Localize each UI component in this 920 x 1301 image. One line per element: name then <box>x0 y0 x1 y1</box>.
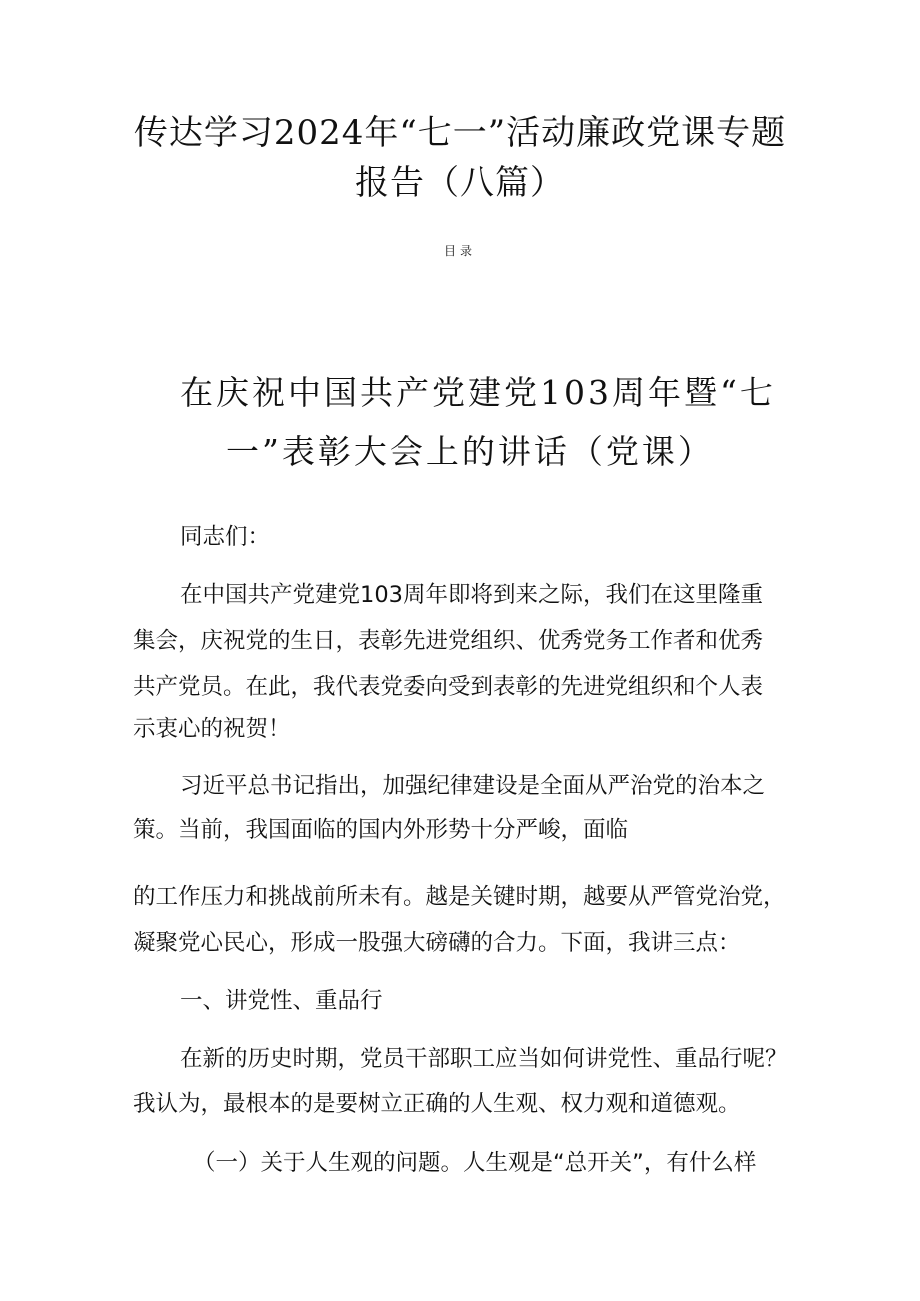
paragraph-2-line-3: 的工作压力和挑战前所未有。越是关键时期，越要从严管党治党， <box>133 884 786 910</box>
paragraph-2-line-1: 习近平总书记指出，加强纪律建设是全面从严治党的治本之 <box>180 773 766 799</box>
subsection-1-line-1: （一）关于人生观的问题。人生观是“总开关”，有什么样 <box>193 1150 757 1176</box>
speech-title-line-1: 在庆祝中国共产党建党103周年暨“七 <box>180 373 776 412</box>
paragraph-1-line-4: 示衷心的祝贺！ <box>133 716 291 742</box>
salutation: 同志们： <box>180 524 271 550</box>
paragraph-2-line-4: 凝聚党心民心，形成一股强大磅礴的合力。下面，我讲三点： <box>133 930 741 956</box>
paragraph-1-line-2: 集会，庆祝党的生日，表彰先进党组织、优秀党务工作者和优秀 <box>133 628 764 654</box>
paragraph-2-line-2: 策。当前，我国面临的国内外形势十分严峻，面临 <box>133 817 629 843</box>
document-title-line-2: 报告（八篇） <box>355 163 565 203</box>
paragraph-1-line-3: 共产党员。在此，我代表党委向受到表彰的先进党组织和个人表 <box>133 674 764 700</box>
paragraph-1-line-1: 在中国共产党建党103周年即将到来之际，我们在这里隆重 <box>180 582 763 608</box>
toc-label: 目录 <box>443 244 476 258</box>
speech-title-line-2: 一”表彰大会上的讲话（党课） <box>226 432 714 471</box>
paragraph-3-line-1: 在新的历史时期，党员干部职工应当如何讲党性、重品行呢？ <box>180 1046 788 1072</box>
paragraph-3-line-2: 我认为，最根本的是要树立正确的人生观、权力观和道德观。 <box>133 1091 741 1117</box>
section-heading-1: 一、讲党性、重品行 <box>180 988 383 1014</box>
document-title-line-1: 传达学习2024年“七一”活动廉政党课专题 <box>133 113 787 153</box>
